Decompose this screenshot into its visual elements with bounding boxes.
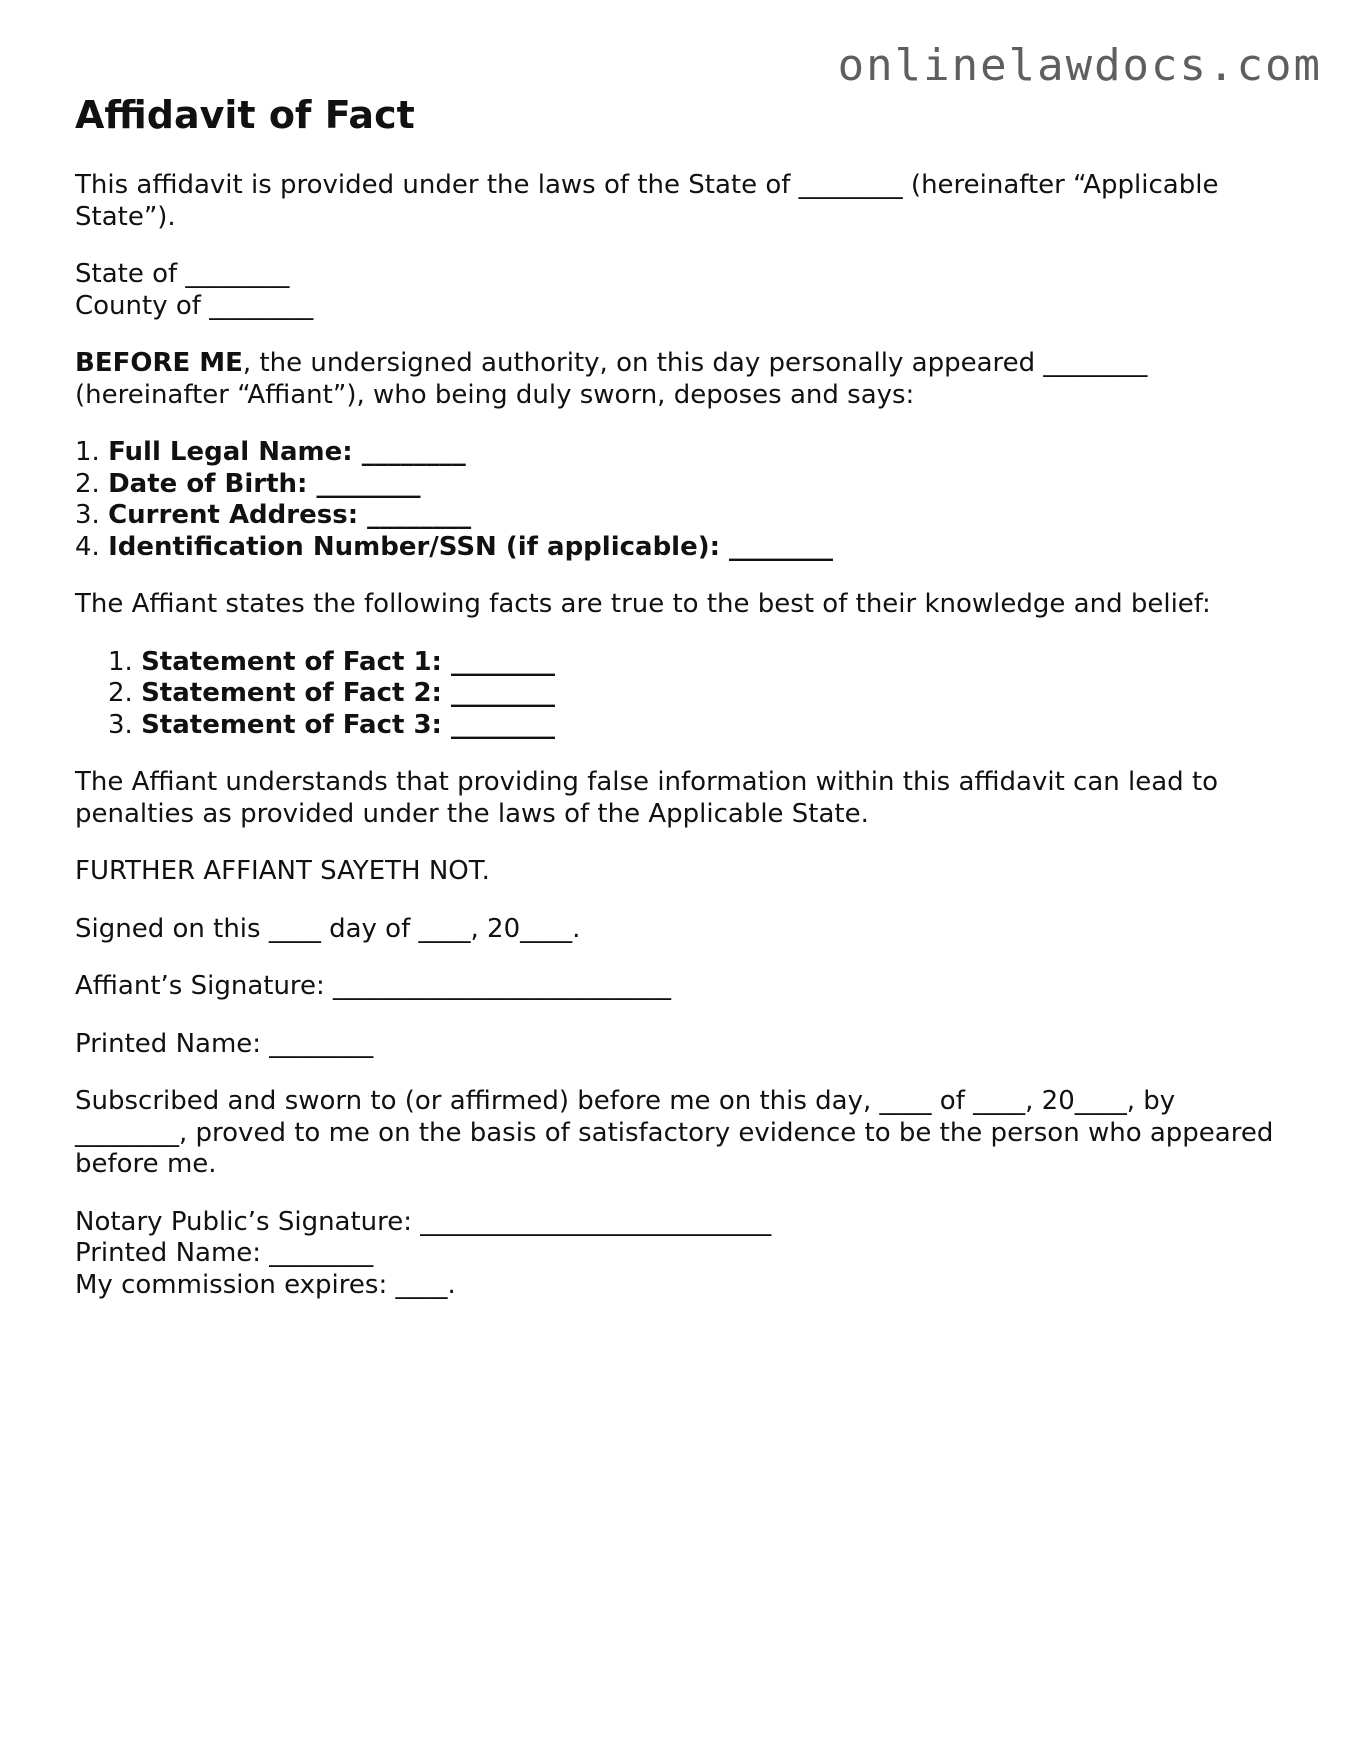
document-body (75, 92, 1275, 1327)
list-number: 1. (75, 437, 100, 467)
list-number: 3. (75, 500, 100, 530)
affiant-signature-line: Affiant’s Signature: __________________________ (75, 971, 672, 1001)
subscribed-paragraph: Subscribed and sworn to (or affirmed) before me on this day, ____ of ____, 20____, by ________, proved to me on the basis of satisfactory evidence to be the person who appeared before me. (75, 1086, 1274, 1179)
list-label: Date of Birth: ________ (108, 468, 421, 499)
list-item (108, 678, 1275, 710)
watermark: onlinelawdocs.com (837, 40, 1322, 91)
penalty-paragraph: The Affiant understands that providing false information within this affidavit can lead to penalties as provided under the laws of the Applicable State. (75, 767, 1219, 829)
list-item (108, 647, 1275, 679)
facts-intro: The Affiant states the following facts are true to the best of their knowledge and belief: (75, 589, 1211, 619)
affiant-info-list (75, 437, 1275, 563)
list-number: 3. (108, 709, 133, 740)
list-label: Statement of Fact 2: ________ (141, 678, 555, 708)
list-item (108, 710, 1275, 742)
signed-on-line: Signed on this ____ day of ____, 20____. (75, 913, 581, 944)
before-me-text: , the undersigned authority, on this day personally appeared ________ (hereinafter “Affiant”), who being duly sworn, deposes and says: (75, 348, 1148, 410)
list-number: 4. (75, 531, 100, 562)
list-label: Statement of Fact 1: ________ (141, 646, 555, 677)
before-me-lead: BEFORE ME (75, 348, 243, 378)
intro-paragraph: This affidavit is provided under the laws of the State of ________ (hereinafter “Applicable State”). (75, 170, 1219, 232)
list-number: 2. (108, 678, 133, 708)
before-me-paragraph (75, 348, 1275, 411)
venue-state: State of ________ (75, 259, 290, 289)
facts-list (75, 647, 1275, 742)
notary-printed-name: Printed Name: ________ (75, 1238, 374, 1268)
venue-county: County of ________ (75, 290, 314, 321)
list-item (75, 532, 1275, 564)
notary-block (75, 1207, 1275, 1302)
list-item (75, 469, 1275, 501)
further-affiant: FURTHER AFFIANT SAYETH NOT. (75, 856, 490, 886)
list-number: 2. (75, 468, 100, 499)
venue-block (75, 259, 1275, 322)
notary-commission: My commission expires: ____. (75, 1269, 456, 1300)
list-label: Identification Number/SSN (if applicable): ________ (108, 531, 834, 562)
list-label: Current Address: ________ (108, 500, 472, 530)
document-title: Affidavit of Fact (75, 93, 415, 137)
list-number: 1. (108, 646, 133, 677)
affiant-printed-name: Printed Name: ________ (75, 1028, 374, 1059)
list-label: Statement of Fact 3: ________ (141, 709, 555, 740)
list-label: Full Legal Name: ________ (108, 437, 466, 467)
list-item (75, 437, 1275, 469)
notary-signature-line: Notary Public’s Signature: ___________________________ (75, 1206, 772, 1237)
list-item (75, 500, 1275, 532)
